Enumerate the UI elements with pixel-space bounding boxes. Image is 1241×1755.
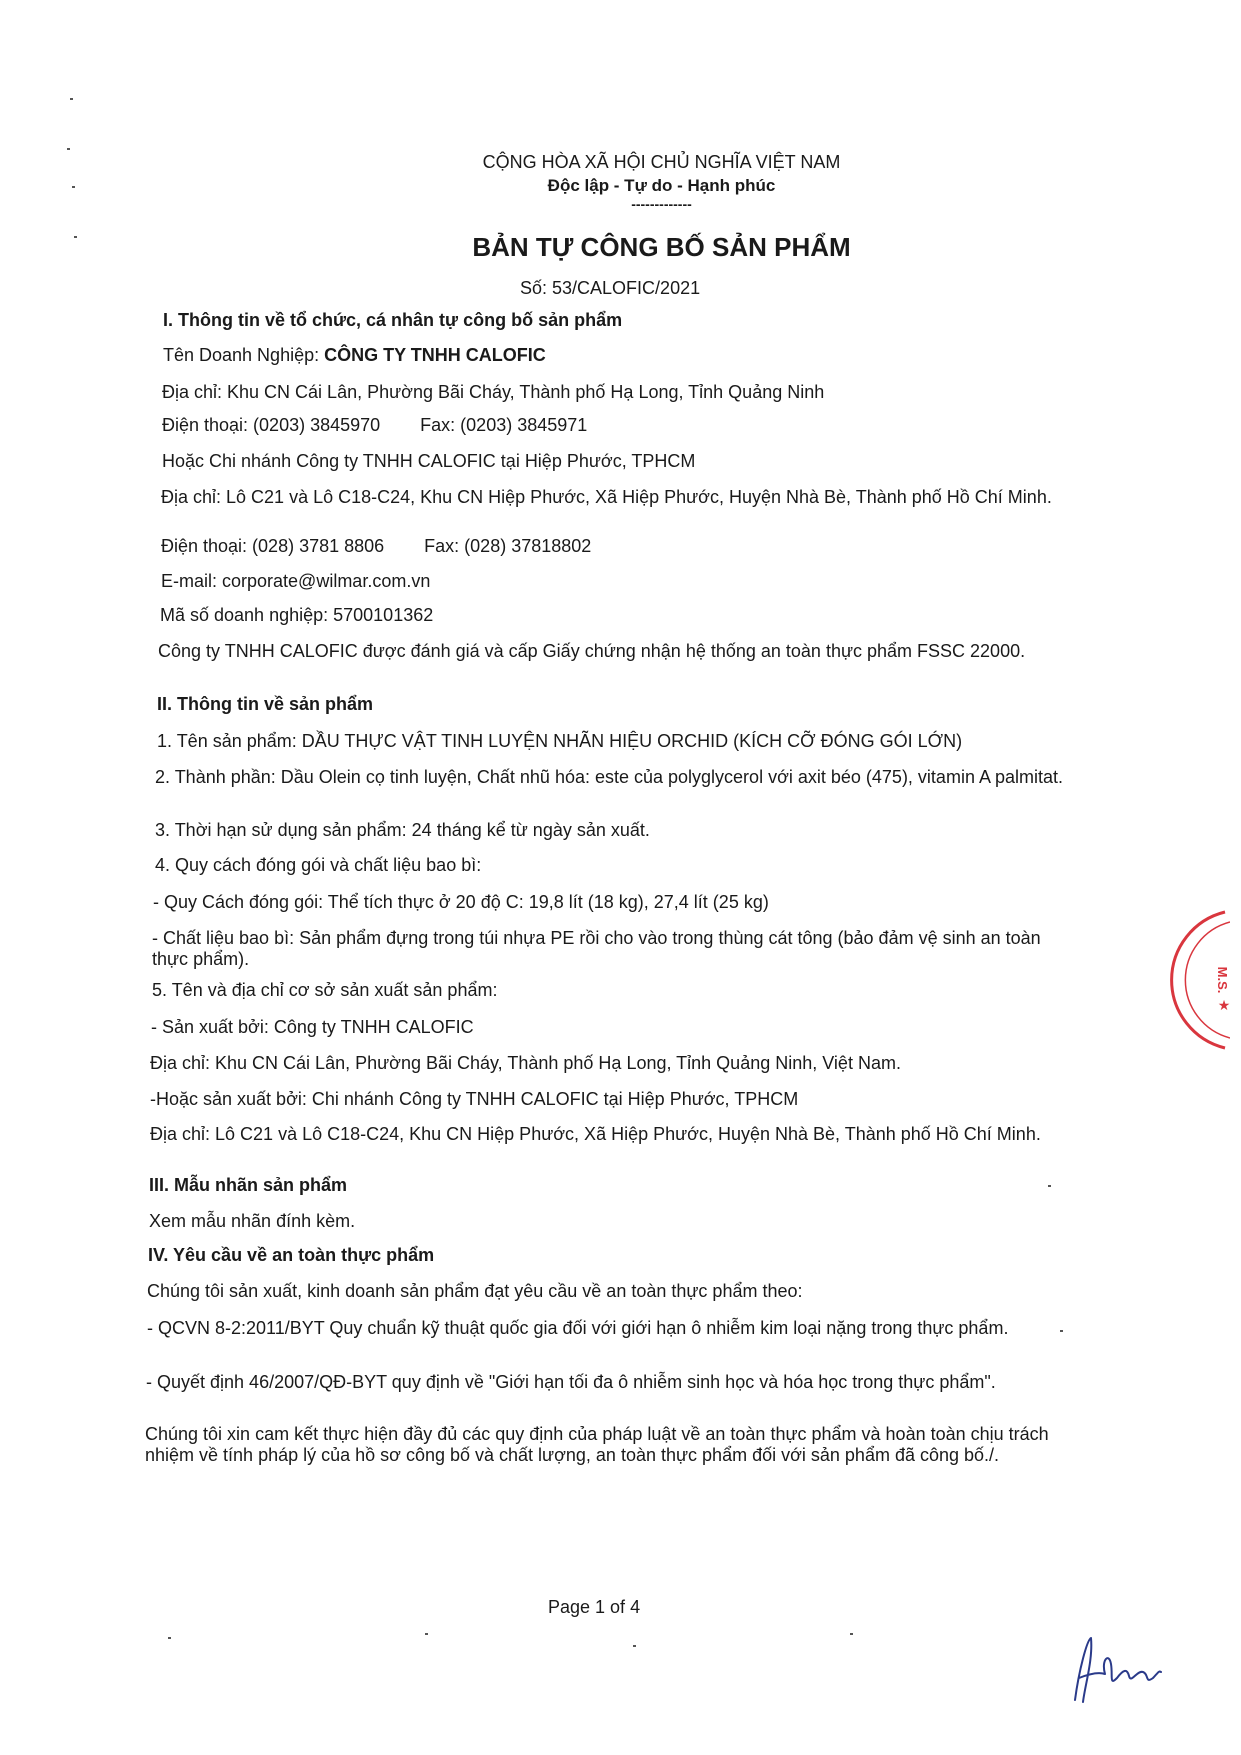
manufacturer-heading: 5. Tên và địa chỉ cơ sở sản xuất sản phẩm: xyxy=(152,980,498,1000)
manufacturer-1-address: Địa chỉ: Khu CN Cái Lân, Phường Bãi Cháy, Thành phố Hạ Long, Tỉnh Quảng Ninh, Việt Nam. xyxy=(150,1053,901,1073)
document-number: Số: 53/CALOFIC/2021 xyxy=(520,278,701,298)
stamp-text: M.S. xyxy=(1215,966,1230,994)
branch-line: Hoặc Chi nhánh Công ty TNHH CALOFIC tại Hiệp Phước, TPHCM xyxy=(162,451,696,471)
company-label: Tên Doanh Nghiệp: xyxy=(163,345,320,365)
company-name: CÔNG TY TNHH CALOFIC xyxy=(324,345,546,365)
section2-heading: II. Thông tin về sản phẩm xyxy=(157,694,374,714)
manufacturer-2-address: Địa chỉ: Lô C21 và Lô C18-C24, Khu CN Hiệp Phước, Xã Hiệp Phước, Huyện Nhà Bè, Thành phố Hồ Chí Minh. xyxy=(150,1124,1041,1144)
company-line xyxy=(163,345,546,366)
product-name-line: 1. Tên sản phẩm: DẦU THỰC VẬT TINH LUYỆN NHÃN HIỆU ORCHID (KÍCH CỠ ĐÓNG GÓI LỚN) xyxy=(157,731,963,751)
scan-speck xyxy=(633,1645,636,1647)
scan-speck xyxy=(74,236,77,238)
national-title: CỘNG HÒA XÃ HỘI CHỦ NGHĨA VIỆT NAM xyxy=(482,152,841,172)
packaging-heading: 4. Quy cách đóng gói và chất liệu bao bì: xyxy=(155,855,482,875)
safety-item-1: - QCVN 8-2:2011/BYT Quy chuẩn kỹ thuật quốc gia đối với giới hạn ô nhiễm kim loại nặng trong thực phẩm. xyxy=(147,1318,1009,1338)
phone-fax-line-1 xyxy=(162,415,587,436)
phone-2: Điện thoại: (028) 3781 8806 xyxy=(161,536,385,556)
packaging-spec-line: - Quy Cách đóng gói: Thể tích thực ở 20 độ C: 19,8 lít (18 kg), 27,4 lít (25 kg) xyxy=(153,892,769,912)
section4-heading: IV. Yêu cầu về an toàn thực phẩm xyxy=(148,1245,435,1265)
certification-line: Công ty TNHH CALOFIC được đánh giá và cấp Giấy chứng nhận hệ thống an toàn thực phẩm FSSC 22000. xyxy=(158,641,1026,661)
manufacturer-1-line: - Sản xuất bởi: Công ty TNHH CALOFIC xyxy=(151,1017,474,1037)
section1-heading: I. Thông tin về tổ chức, cá nhân tự công bố sản phẩm xyxy=(163,310,623,330)
scan-speck xyxy=(67,148,70,150)
section3-heading: III. Mẫu nhãn sản phẩm xyxy=(149,1175,348,1195)
phone-1: Điện thoại: (0203) 3845970 xyxy=(162,415,381,435)
label-sample-line: Xem mẫu nhãn đính kèm. xyxy=(149,1211,356,1231)
official-stamp-icon xyxy=(1150,910,1230,1050)
scan-speck xyxy=(1060,1330,1063,1332)
page-number: Page 1 of 4 xyxy=(548,1597,641,1617)
commitment-paragraph: Chúng tôi xin cam kết thực hiện đầy đủ các quy định của pháp luật về an toàn thực phẩm và hoàn toàn chịu trách nhiệm về tính pháp lý của hồ sơ công bố và chất lượng, an toàn thực phẩm đối với sản phẩm đã công bố./. xyxy=(145,1424,1049,1465)
email-line: E-mail: corporate@wilmar.com.vn xyxy=(161,571,431,591)
safety-item-2: - Quyết định 46/2007/QĐ-BYT quy định về "Giới hạn tối đa ô nhiễm sinh học và hóa học trong thực phẩm". xyxy=(146,1372,996,1392)
ingredients-line: 2. Thành phần: Dầu Olein cọ tinh luyện, Chất nhũ hóa: este của polyglycerol với axit béo (475), vitamin A palmitat. xyxy=(155,767,1063,787)
fax-1: Fax: (0203) 3845971 xyxy=(420,415,588,435)
shelf-life-line: 3. Thời hạn sử dụng sản phẩm: 24 tháng kể từ ngày sản xuất. xyxy=(155,820,650,840)
packaging-material-line: - Chất liệu bao bì: Sản phẩm đựng trong túi nhựa PE rồi cho vào trong thùng cát tông (bảo đảm vệ sinh an toàn thực phẩm). xyxy=(152,928,1041,969)
safety-intro-line: Chúng tôi sản xuất, kinh doanh sản phẩm đạt yêu cầu về an toàn thực phẩm theo: xyxy=(147,1281,803,1301)
signature-icon xyxy=(1065,1630,1165,1710)
scan-speck xyxy=(70,98,73,100)
stamp-star-icon: ★ xyxy=(1217,997,1230,1013)
phone-fax-line-2 xyxy=(161,536,591,557)
scan-speck xyxy=(1048,1185,1051,1187)
tax-code-line: Mã số doanh nghiệp: 5700101362 xyxy=(160,605,434,625)
header-divider: ------------- xyxy=(631,196,692,212)
scan-speck xyxy=(425,1633,428,1635)
scan-speck xyxy=(72,186,75,188)
document-title: BẢN TỰ CÔNG BỐ SẢN PHẨM xyxy=(472,232,851,262)
scan-speck xyxy=(850,1633,853,1635)
fax-2: Fax: (028) 37818802 xyxy=(424,536,592,556)
national-motto: Độc lập - Tự do - Hạnh phúc xyxy=(547,176,776,195)
address-line-2: Địa chỉ: Lô C21 và Lô C18-C24, Khu CN Hiệp Phước, Xã Hiệp Phước, Huyện Nhà Bè, Thành phố Hồ Chí Minh. xyxy=(161,487,1052,507)
scan-speck xyxy=(168,1637,171,1639)
manufacturer-2-line: -Hoặc sản xuất bởi: Chi nhánh Công ty TNHH CALOFIC tại Hiệp Phước, TPHCM xyxy=(150,1089,799,1109)
address-line-1: Địa chỉ: Khu CN Cái Lân, Phường Bãi Cháy, Thành phố Hạ Long, Tỉnh Quảng Ninh xyxy=(162,382,825,402)
